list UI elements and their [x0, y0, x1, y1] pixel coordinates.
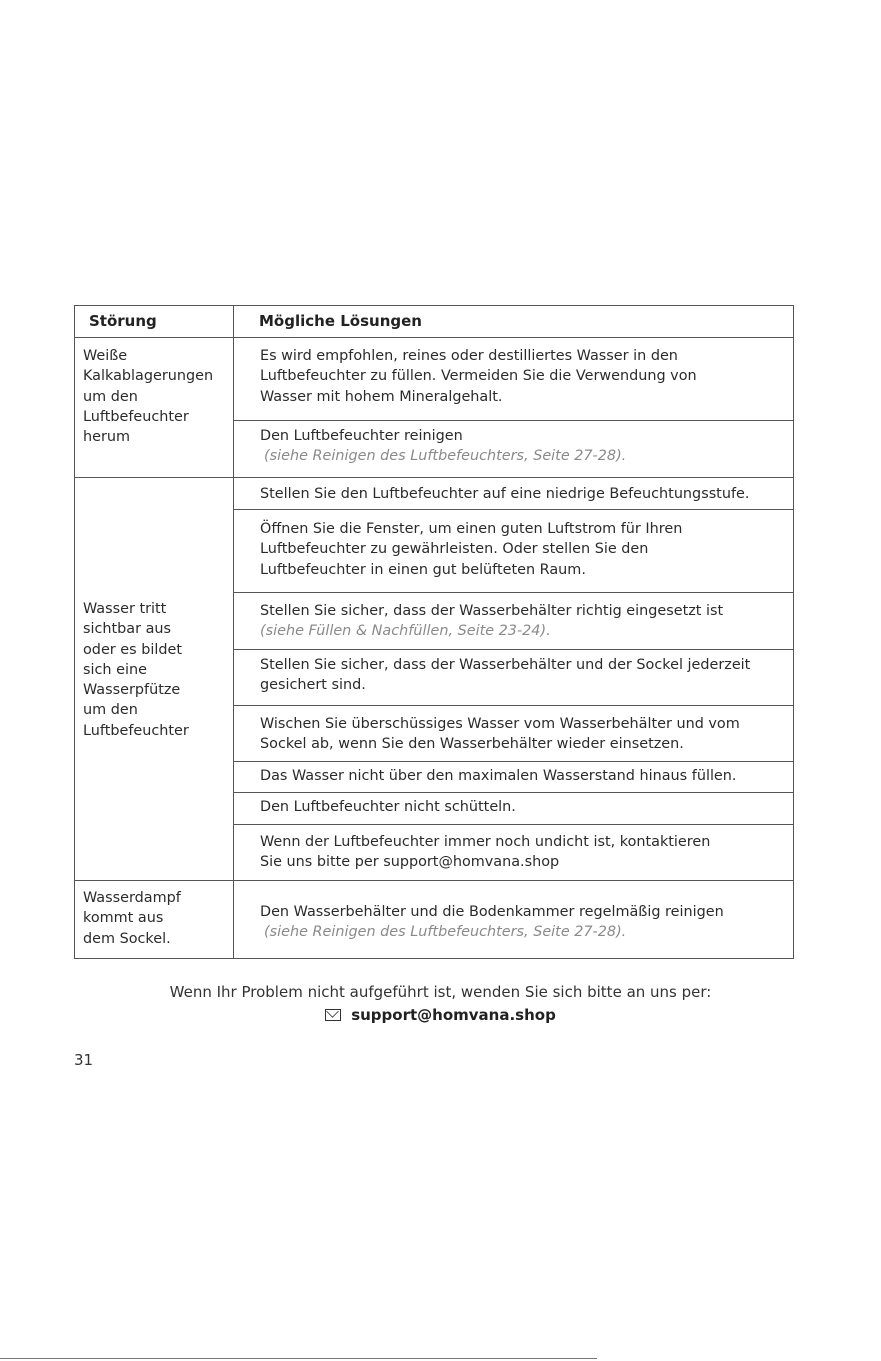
table-header-row	[75, 306, 793, 338]
row-divider	[233, 592, 793, 593]
row-divider	[233, 420, 793, 421]
solution-line: Stellen Sie sicher, dass der Wasserbehälter und der Sockel jederzeit	[260, 657, 751, 673]
row-divider	[233, 792, 793, 793]
contact-note: Wenn Ihr Problem nicht aufgeführt ist, wenden Sie sich bitte an uns per:	[169, 983, 712, 1001]
problem-line: Luftbefeuchter	[83, 408, 189, 425]
solution-cell	[260, 601, 723, 642]
solution-cell	[260, 346, 697, 407]
page-reference: (siehe Reinigen des Luftbefeuchters, Seite 27-28).	[264, 924, 627, 941]
problem-line: Kalkablagerungen	[83, 368, 214, 385]
solution-cell	[260, 902, 724, 943]
solution-line: Das Wasser nicht über den maximalen Wasserstand hinaus füllen.	[260, 768, 737, 784]
problem-line: dem Sockel.	[83, 930, 171, 947]
problem-cell-leak	[83, 599, 233, 741]
problem-line: oder es bildet	[83, 641, 182, 658]
problem-line: sichtbar aus	[83, 621, 172, 638]
solution-cell	[260, 714, 740, 755]
mail-icon	[325, 1009, 341, 1021]
page-number: 31	[74, 1051, 94, 1069]
header-problem: Störung	[89, 312, 157, 330]
column-divider	[233, 306, 234, 881]
solution-line: Stellen Sie sicher, dass der Wasserbehälter richtig eingesetzt ist	[260, 603, 724, 619]
solution-line: Luftbefeuchter zu gewährleisten. Oder stellen Sie den	[260, 541, 649, 558]
troubleshooting-table	[74, 305, 794, 959]
solution-line: Den Luftbefeuchter reinigen	[260, 428, 463, 444]
solution-line: Den Wasserbehälter und die Bodenkammer regelmäßig reinigen	[260, 904, 724, 920]
problem-cell-steam	[83, 888, 233, 949]
problem-line: Luftbefeuchter	[83, 722, 189, 739]
solution-line: Wischen Sie überschüssiges Wasser vom Wasserbehälter und vom	[260, 716, 740, 732]
header-solutions: Mögliche Lösungen	[259, 312, 422, 330]
solution-cell	[260, 655, 750, 696]
contact-email[interactable]: support@homvana.shop	[351, 1006, 556, 1024]
contact-email-line[interactable]	[0, 1006, 881, 1024]
bottom-rule	[0, 1358, 597, 1359]
page-reference: (siehe Füllen & Nachfüllen, Seite 23-24).	[260, 623, 551, 640]
solution-line: Wenn der Luftbefeuchter immer noch undicht ist, kontaktieren	[260, 834, 711, 850]
problem-line: herum	[83, 429, 131, 446]
problem-line: kommt aus	[83, 910, 164, 927]
solution-line: Den Luftbefeuchter nicht schütteln.	[260, 799, 516, 815]
solution-line: Wasser mit hohem Mineralgehalt.	[260, 388, 503, 405]
solution-cell	[260, 519, 682, 580]
solution-cell	[260, 484, 749, 504]
solution-line: Sockel ab, wenn Sie den Wasserbehälter wieder einsetzen.	[260, 736, 684, 753]
problem-line: Weiße	[83, 348, 128, 364]
page-reference: (siehe Reinigen des Luftbefeuchters, Seite 27-28).	[264, 448, 627, 465]
row-divider	[233, 649, 793, 650]
solution-cell	[260, 766, 737, 786]
row-divider	[233, 705, 793, 706]
solution-line: Stellen Sie den Luftbefeuchter auf eine niedrige Befeuchtungsstufe.	[260, 486, 750, 502]
solution-line: Sie uns bitte per support@homvana.shop	[260, 854, 560, 871]
problem-line: sich eine	[83, 661, 147, 678]
solution-cell	[260, 832, 710, 873]
problem-line: um den	[83, 702, 138, 719]
problem-line: Wasserdampf	[83, 890, 181, 906]
problem-cell-limescale	[83, 346, 233, 447]
solution-cell	[260, 797, 516, 817]
row-divider	[233, 761, 793, 762]
problem-line: Wasserpfütze	[83, 682, 181, 699]
group-divider	[75, 880, 793, 881]
solution-line: Es wird empfohlen, reines oder destilliertes Wasser in den	[260, 348, 678, 364]
column-divider	[233, 880, 234, 958]
group-divider	[75, 477, 793, 478]
solution-line: Luftbefeuchter zu füllen. Vermeiden Sie die Verwendung von	[260, 368, 697, 385]
solution-line: Öffnen Sie die Fenster, um einen guten Luftstrom für Ihren	[260, 521, 683, 537]
row-divider	[233, 824, 793, 825]
problem-line: Wasser tritt	[83, 601, 167, 617]
row-divider	[233, 509, 793, 510]
problem-line: um den	[83, 388, 138, 405]
solution-line: gesichert sind.	[260, 677, 366, 694]
solution-line: Luftbefeuchter in einen gut belüfteten Raum.	[260, 561, 586, 578]
solution-cell	[260, 426, 626, 467]
